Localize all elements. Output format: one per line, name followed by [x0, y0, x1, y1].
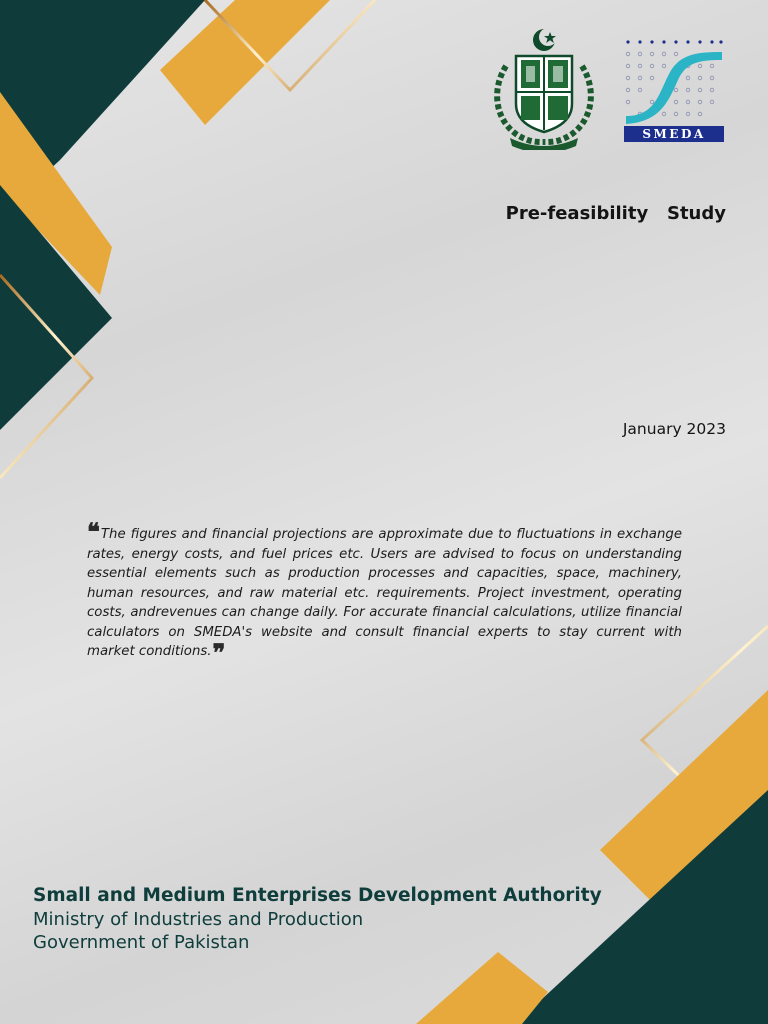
bottom-right-ribbons: [416, 626, 768, 1024]
organization-block: [33, 884, 602, 954]
government-name: Government of Pakistan: [33, 932, 250, 953]
open-quote-icon: ❝: [87, 517, 100, 546]
smeda-logo: [624, 38, 724, 142]
pakistan-state-emblem-icon: [486, 26, 602, 150]
ministry-name: Ministry of Industries and Production: [33, 909, 364, 930]
organization-name: Small and Medium Enterprises Development Authority: [33, 885, 602, 906]
document-date: January 2023: [622, 420, 726, 438]
disclaimer-text: The figures and financial projections are approximate due to fluctuations in exchange rates, energy costs, and fuel prices etc. Users are advised to focus on understanding essential elements such as production processes and capacities, space, machinery, human resources, and raw material etc. requirements. Project investment, operating costs, andrevenues can change daily. For accurate financial calculations, utilize financial calculators on SMEDA's website and consult financial experts to stay current with market conditions.: [87, 527, 682, 659]
top-left-ribbons: [0, 0, 375, 478]
document-title: Pre-feasibility Study: [505, 203, 726, 224]
close-quote-icon: ❞: [212, 638, 226, 667]
smeda-logo-text: SMEDA: [642, 127, 706, 141]
disclaimer-quote: [87, 517, 682, 667]
